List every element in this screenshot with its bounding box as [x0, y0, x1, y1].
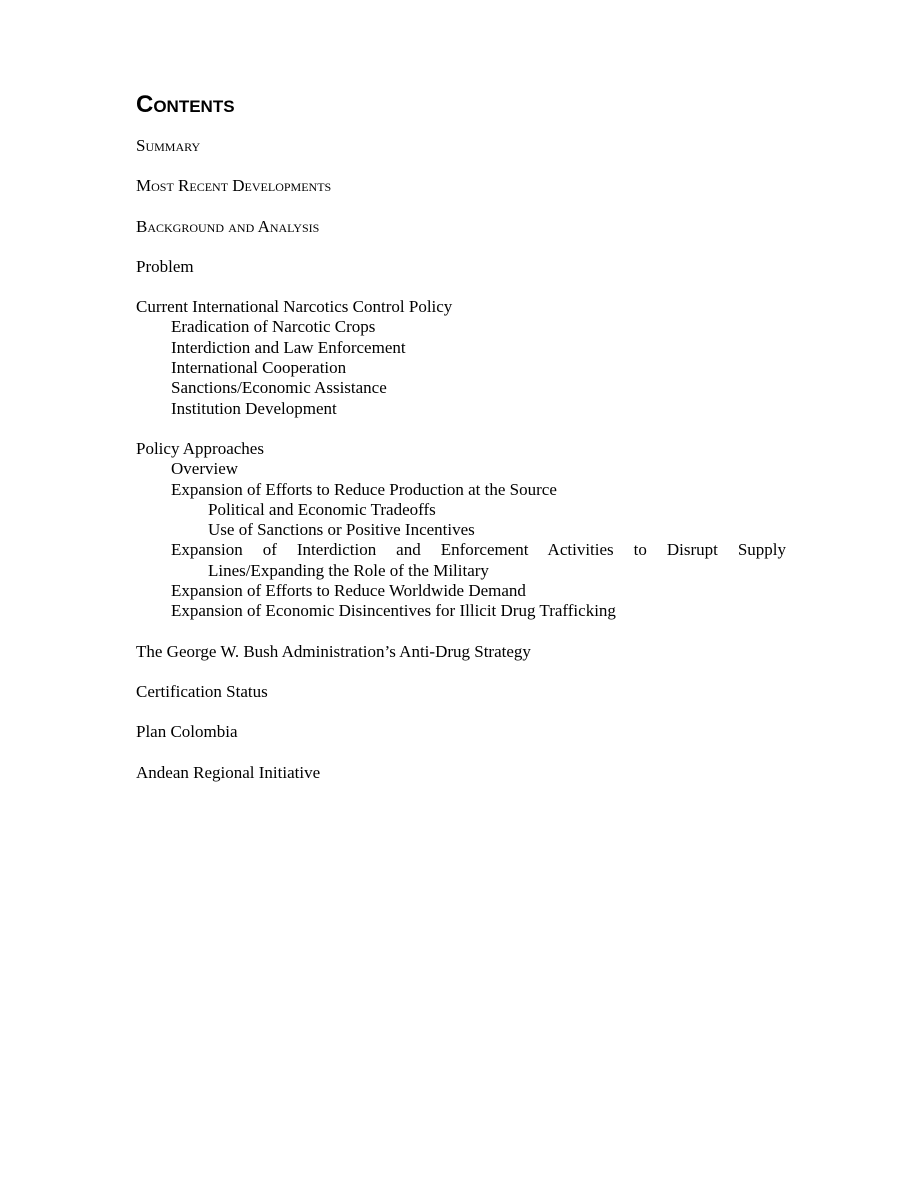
contents-page	[136, 88, 786, 783]
toc-political-economic-tradeoffs[interactable]: Political and Economic Tradeoffs	[208, 499, 436, 519]
toc-overview[interactable]: Overview	[171, 459, 239, 479]
toc-bush-strategy[interactable]: The George W. Bush Administration’s Anti-Drug Strategy	[136, 641, 531, 661]
toc-policy-approaches[interactable]: Policy Approaches	[136, 438, 264, 458]
toc-interdiction-enforcement-line1[interactable]: Expansion of Interdiction and Enforcement Activities to Disrupt Supply	[171, 540, 786, 560]
toc-current-policy[interactable]: Current International Narcotics Control Policy	[136, 297, 453, 317]
toc-interdiction-enforcement-line2[interactable]: Lines/Expanding the Role of the Military	[208, 560, 489, 580]
toc-institution-development[interactable]: Institution Development	[171, 398, 337, 418]
toc-sanctions-positive-incentives[interactable]: Use of Sanctions or Positive Incentives	[208, 520, 475, 540]
toc-certification-status[interactable]: Certification Status	[136, 681, 268, 701]
toc-summary[interactable]: Summary	[136, 136, 201, 155]
toc-reduce-demand[interactable]: Expansion of Efforts to Reduce Worldwide Demand	[171, 581, 526, 601]
toc-international-cooperation[interactable]: International Cooperation	[171, 358, 347, 378]
toc-most-recent-developments[interactable]: Most Recent Developments	[136, 176, 332, 196]
toc-eradication[interactable]: Eradication of Narcotic Crops	[171, 317, 376, 337]
toc-interdiction-law-enforcement[interactable]: Interdiction and Law Enforcement	[171, 337, 406, 357]
toc-plan-colombia[interactable]: Plan Colombia	[136, 722, 238, 742]
toc-background-and-analysis[interactable]: Background and Analysis	[136, 216, 320, 236]
toc-andean-regional-initiative[interactable]: Andean Regional Initiative	[136, 762, 321, 782]
toc-problem[interactable]: Problem	[136, 256, 194, 276]
toc-reduce-production[interactable]: Expansion of Efforts to Reduce Production at the Source	[171, 479, 557, 499]
contents-title: Contents	[136, 91, 235, 118]
toc-economic-disincentives[interactable]: Expansion of Economic Disincentives for Illicit Drug Trafficking	[171, 601, 616, 621]
toc-sanctions-economic-assistance[interactable]: Sanctions/Economic Assistance	[171, 378, 387, 398]
